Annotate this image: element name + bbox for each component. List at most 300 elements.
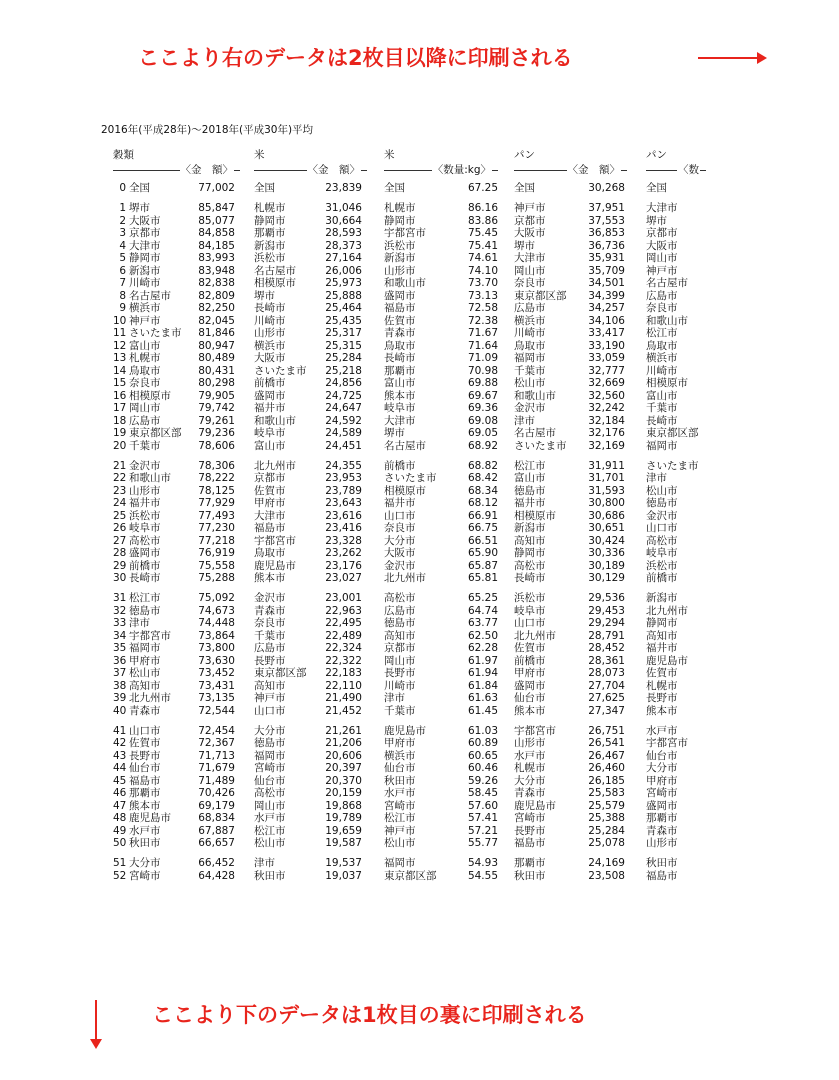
city-name: 川崎市	[384, 679, 416, 692]
city-name: 京都市	[646, 227, 678, 239]
city-name: 高松市	[646, 534, 678, 547]
table-row	[113, 390, 240, 403]
table-row	[384, 265, 498, 278]
table-row	[113, 547, 240, 560]
city-name: 松山市	[514, 377, 546, 389]
amount-value: 34,257	[588, 302, 625, 314]
table-row	[384, 182, 498, 195]
city-name: 宇都宮市	[254, 534, 296, 547]
city-name: 松江市	[384, 812, 416, 824]
amount-value: 70,426	[198, 787, 235, 799]
table-row	[514, 440, 627, 453]
amount-value: 81,846	[198, 327, 235, 339]
city-name: 富山市	[129, 339, 161, 352]
table-row	[514, 202, 627, 215]
rank-number: 14	[113, 364, 127, 377]
city-name: 鹿児島市	[129, 812, 171, 824]
city-name: 水戸市	[514, 749, 546, 762]
amount-value: 26,467	[588, 749, 625, 762]
city-name: 川崎市	[646, 364, 678, 377]
city-name: さいたま市	[254, 364, 307, 377]
table-row	[646, 870, 706, 883]
amount-value: 25,583	[588, 787, 625, 799]
city-name: 宮崎市	[129, 869, 161, 882]
group-spacer	[514, 585, 627, 593]
city-name: 福井市	[646, 642, 678, 654]
amount-value: 78,306	[198, 459, 235, 472]
table-row	[113, 485, 240, 498]
city-name: 新潟市	[514, 522, 546, 534]
city-name: 徳島市	[514, 484, 546, 497]
amount-value: 21,452	[325, 704, 362, 717]
city-name: 宇都宮市	[514, 724, 556, 737]
amount-value: 26,751	[588, 724, 625, 737]
amount-value: 29,453	[588, 604, 625, 617]
table-row	[254, 572, 367, 585]
table-row	[646, 390, 706, 403]
city-name: 堺市	[514, 239, 535, 252]
amount-value: 19,537	[325, 857, 362, 869]
table-row	[514, 725, 627, 738]
amount-value: 25,435	[325, 314, 362, 327]
table-row	[113, 857, 240, 870]
amount-value: 29,536	[588, 592, 625, 604]
table-row	[514, 812, 627, 825]
amount-value: 23,416	[325, 522, 362, 534]
amount-value: 22,495	[325, 617, 362, 629]
ranking-rows	[254, 182, 367, 882]
table-row	[254, 642, 367, 655]
table-row	[384, 377, 498, 390]
table-row	[254, 605, 367, 618]
city-name: 長野市	[514, 824, 546, 837]
rank-number: 47	[113, 799, 127, 812]
amount-value: 72.58	[467, 302, 498, 314]
table-row	[254, 787, 367, 800]
amount-value: 19,037	[325, 869, 362, 882]
city-name: 佐賀市	[129, 737, 161, 749]
city-name: 長崎市	[646, 414, 678, 427]
city-name: 佐賀市	[514, 642, 546, 654]
table-row	[646, 327, 706, 340]
arrow-right-icon	[698, 57, 758, 59]
city-name: 東京都区部	[514, 289, 567, 302]
table-row	[384, 340, 498, 353]
amount-value: 34,399	[588, 289, 625, 302]
rank-number: 2	[119, 214, 126, 227]
table-row	[646, 762, 706, 775]
city-name: 東京都区部	[384, 869, 437, 882]
table-row	[113, 705, 240, 718]
city-name: 相模原市	[254, 277, 296, 289]
city-name: 大津市	[384, 414, 416, 427]
city-name: 大津市	[129, 239, 161, 252]
city-name: 全国	[129, 182, 150, 194]
table-row	[514, 290, 627, 303]
rank-number: 44	[113, 762, 127, 774]
column-header: 米	[384, 149, 395, 161]
amount-value: 22,183	[325, 667, 362, 679]
city-name: 福岡市	[514, 352, 546, 364]
city-name: 広島市	[646, 289, 678, 302]
table-row	[514, 427, 627, 440]
city-name: 千葉市	[514, 364, 546, 377]
table-row	[384, 427, 498, 440]
column-header: パン	[514, 149, 535, 161]
annotation-below: ここより下のデータは1枚目の裏に印刷される	[152, 1003, 587, 1027]
table-row	[384, 390, 498, 403]
city-name: 堺市	[384, 427, 405, 439]
amount-value: 80,298	[198, 377, 235, 389]
rank-number: 51	[113, 857, 127, 869]
amount-value: 65.90	[467, 547, 498, 559]
table-row	[113, 667, 240, 680]
table-row	[646, 837, 706, 850]
amount-value: 78,606	[198, 439, 235, 452]
table-row	[514, 592, 627, 605]
table-row	[254, 655, 367, 668]
amount-value: 70.98	[467, 364, 498, 377]
city-name: 鳥取市	[514, 339, 546, 352]
amount-value: 37,951	[588, 202, 625, 214]
city-name: 和歌山市	[254, 414, 296, 427]
city-name: 静岡市	[129, 252, 161, 264]
city-name: 福岡市	[646, 439, 678, 452]
group-spacer	[384, 850, 498, 858]
city-name: 仙台市	[646, 749, 678, 762]
amount-value: 74.10	[467, 264, 498, 277]
table-row	[514, 800, 627, 813]
table-row	[384, 440, 498, 453]
column-header: 穀類	[113, 149, 134, 161]
table-row	[113, 277, 240, 290]
table-row	[514, 692, 627, 705]
city-name: さいたま市	[129, 327, 182, 339]
city-name: 札幌市	[514, 762, 546, 774]
city-name: 長崎市	[254, 302, 286, 314]
city-name: 富山市	[254, 439, 286, 452]
city-name: 岡山市	[129, 402, 161, 414]
table-row	[254, 460, 367, 473]
amount-value: 31,701	[588, 472, 625, 484]
city-name: 富山市	[646, 389, 678, 402]
unit-label: 〈金 額〉	[567, 164, 620, 176]
amount-value: 80,947	[198, 339, 235, 352]
table-row	[514, 277, 627, 290]
table-row	[514, 302, 627, 315]
amount-value: 83,993	[198, 252, 235, 264]
amount-value: 66.51	[467, 534, 498, 547]
city-name: 高知市	[646, 629, 678, 642]
table-row	[113, 725, 240, 738]
table-row	[646, 737, 706, 750]
amount-value: 32,560	[588, 389, 625, 402]
city-name: 北九州市	[646, 604, 688, 617]
table-row	[254, 522, 367, 535]
city-name: 仙台市	[254, 774, 286, 787]
city-name: 津市	[646, 472, 667, 484]
city-name: 徳島市	[254, 737, 286, 749]
table-row	[113, 327, 240, 340]
amount-value: 79,261	[198, 414, 235, 427]
table-row	[646, 340, 706, 353]
rank-number: 8	[119, 289, 126, 302]
amount-value: 72.38	[467, 314, 498, 327]
amount-value: 24,856	[325, 377, 362, 389]
group-spacer	[646, 585, 706, 593]
city-name: 岡山市	[384, 654, 416, 667]
table-row	[254, 560, 367, 573]
amount-value: 19,868	[325, 799, 362, 812]
amount-value: 24,355	[325, 459, 362, 472]
group-spacer	[113, 452, 240, 460]
city-name: 堺市	[646, 214, 667, 227]
ranking-rows	[113, 182, 240, 882]
city-name: 神戸市	[646, 264, 678, 277]
table-row	[646, 182, 706, 195]
rank-number: 0	[119, 182, 126, 194]
table-row	[384, 327, 498, 340]
city-name: 奈良市	[646, 302, 678, 314]
amount-value: 25,464	[325, 302, 362, 314]
rank-number: 36	[113, 654, 127, 667]
city-name: 長崎市	[514, 572, 546, 584]
table-row	[254, 415, 367, 428]
amount-value: 33,190	[588, 339, 625, 352]
table-row	[646, 825, 706, 838]
city-name: 札幌市	[254, 202, 286, 214]
city-name: さいたま市	[514, 439, 567, 452]
table-row	[254, 215, 367, 228]
city-name: 徳島市	[129, 604, 161, 617]
city-name: 青森市	[129, 704, 161, 717]
table-row	[113, 522, 240, 535]
amount-value: 36,736	[588, 239, 625, 252]
table-row	[384, 460, 498, 473]
amount-value: 77,230	[198, 522, 235, 534]
table-row	[254, 340, 367, 353]
city-name: 岡山市	[254, 799, 286, 812]
city-name: 千葉市	[646, 402, 678, 414]
table-row	[514, 547, 627, 560]
city-name: 全国	[254, 182, 275, 194]
table-row	[254, 837, 367, 850]
group-spacer	[646, 717, 706, 725]
city-name: 岐阜市	[254, 427, 286, 439]
city-name: 新潟市	[384, 252, 416, 264]
city-name: 山口市	[514, 617, 546, 629]
city-name: 静岡市	[514, 547, 546, 559]
city-name: 福岡市	[254, 749, 286, 762]
annotation-right: ここより右のデータは2枚目以降に印刷される	[138, 46, 573, 70]
table-row	[514, 737, 627, 750]
city-name: 松山市	[384, 837, 416, 849]
city-name: 神戸市	[129, 314, 161, 327]
city-name: 千葉市	[254, 629, 286, 642]
table-row	[254, 265, 367, 278]
amount-value: 77,002	[198, 182, 235, 194]
rank-number: 40	[113, 704, 127, 717]
table-row	[384, 240, 498, 253]
table-row	[646, 857, 706, 870]
table-row	[514, 182, 627, 195]
city-name: 岐阜市	[129, 522, 161, 534]
amount-value: 28,452	[588, 642, 625, 654]
rank-number: 15	[113, 377, 127, 389]
amount-value: 23,001	[325, 592, 362, 604]
table-row	[514, 227, 627, 240]
table-row	[514, 787, 627, 800]
city-name: 山口市	[384, 509, 416, 522]
table-row	[113, 812, 240, 825]
table-row	[646, 440, 706, 453]
amount-value: 30,800	[588, 497, 625, 509]
city-name: 宇都宮市	[384, 227, 426, 239]
rank-number: 43	[113, 749, 127, 762]
city-name: 盛岡市	[254, 389, 286, 402]
city-name: 秋田市	[514, 869, 546, 882]
city-name: 前橋市	[514, 654, 546, 667]
column-rice-amount	[254, 149, 367, 882]
group-spacer	[254, 585, 367, 593]
amount-value: 22,489	[325, 629, 362, 642]
city-name: 松江市	[514, 459, 546, 472]
city-name: 山形市	[254, 327, 286, 339]
table-row	[384, 737, 498, 750]
city-name: 佐賀市	[254, 484, 286, 497]
amount-value: 85,847	[198, 202, 235, 214]
table-row	[514, 617, 627, 630]
amount-value: 68.12	[467, 497, 498, 509]
table-row	[384, 617, 498, 630]
amount-value: 32,669	[588, 377, 625, 389]
table-row	[113, 460, 240, 473]
table-row	[646, 460, 706, 473]
table-row	[254, 775, 367, 788]
amount-value: 54.93	[467, 857, 498, 869]
table-row	[384, 667, 498, 680]
city-name: 山口市	[254, 704, 286, 717]
city-name: 熊本市	[514, 704, 546, 717]
city-name: 岡山市	[514, 264, 546, 277]
amount-value: 31,046	[325, 202, 362, 214]
table-row	[254, 315, 367, 328]
amount-value: 36,853	[588, 227, 625, 239]
unit-label: 〈数量:kg〉	[432, 164, 491, 176]
rank-number: 12	[113, 339, 127, 352]
amount-value: 29,294	[588, 617, 625, 629]
amount-value: 25,284	[325, 352, 362, 364]
table-row	[113, 202, 240, 215]
table-row	[514, 870, 627, 883]
table-row	[254, 535, 367, 548]
city-name: 甲府市	[646, 774, 678, 787]
table-row	[254, 497, 367, 510]
city-name: 松江市	[646, 327, 678, 339]
city-name: 大分市	[254, 724, 286, 737]
city-name: 秋田市	[646, 857, 678, 869]
amount-value: 20,397	[325, 762, 362, 774]
table-row	[646, 427, 706, 440]
city-name: 福岡市	[129, 642, 161, 654]
amount-value: 72,454	[198, 724, 235, 737]
city-name: 浜松市	[254, 252, 286, 264]
table-row	[514, 775, 627, 788]
city-name: 岐阜市	[384, 402, 416, 414]
rank-number: 41	[113, 724, 127, 737]
amount-value: 25,579	[588, 799, 625, 812]
city-name: 広島市	[254, 642, 286, 654]
rank-number: 6	[119, 264, 126, 277]
table-row	[646, 775, 706, 788]
amount-value: 66.75	[467, 522, 498, 534]
city-name: 和歌山市	[514, 389, 556, 402]
group-spacer	[113, 850, 240, 858]
amount-value: 28,073	[588, 667, 625, 679]
group-spacer	[384, 717, 498, 725]
table-row	[514, 315, 627, 328]
table-row	[254, 252, 367, 265]
city-name: 長野市	[254, 654, 286, 667]
table-row	[514, 485, 627, 498]
city-name: 盛岡市	[129, 547, 161, 559]
table-row	[384, 227, 498, 240]
amount-value: 69.05	[467, 427, 498, 439]
city-name: 広島市	[384, 604, 416, 617]
amount-value: 65.81	[467, 572, 498, 584]
city-name: 鹿児島市	[254, 559, 296, 572]
amount-value: 73.70	[467, 277, 498, 289]
table-row	[254, 762, 367, 775]
city-name: 大阪市	[514, 227, 546, 239]
amount-value: 31,911	[588, 459, 625, 472]
rank-number: 5	[119, 252, 126, 264]
city-name: 金沢市	[254, 592, 286, 604]
amount-value: 57.60	[467, 799, 498, 812]
table-row	[254, 202, 367, 215]
table-row	[254, 290, 367, 303]
amount-value: 73,630	[198, 654, 235, 667]
table-row	[113, 302, 240, 315]
city-name: 東京都区部	[254, 667, 307, 679]
table-row	[646, 617, 706, 630]
table-row	[514, 215, 627, 228]
amount-value: 61.45	[467, 704, 498, 717]
table-row	[254, 390, 367, 403]
table-row	[254, 402, 367, 415]
amount-value: 23,643	[325, 497, 362, 509]
table-row	[113, 572, 240, 585]
table-row	[113, 265, 240, 278]
city-name: 熊本市	[254, 572, 286, 584]
table-row	[113, 352, 240, 365]
amount-value: 62.28	[467, 642, 498, 654]
city-name: 長崎市	[384, 352, 416, 364]
amount-value: 57.21	[467, 824, 498, 837]
amount-value: 60.46	[467, 762, 498, 774]
table-row	[113, 655, 240, 668]
city-name: 大津市	[254, 509, 286, 522]
table-row	[113, 365, 240, 378]
amount-value: 55.77	[467, 837, 498, 849]
amount-value: 68.82	[467, 459, 498, 472]
amount-value: 32,242	[588, 402, 625, 414]
ranking-rows	[514, 182, 627, 882]
table-row	[384, 302, 498, 315]
city-name: 秋田市	[384, 774, 416, 787]
table-row	[514, 837, 627, 850]
table-row	[646, 215, 706, 228]
